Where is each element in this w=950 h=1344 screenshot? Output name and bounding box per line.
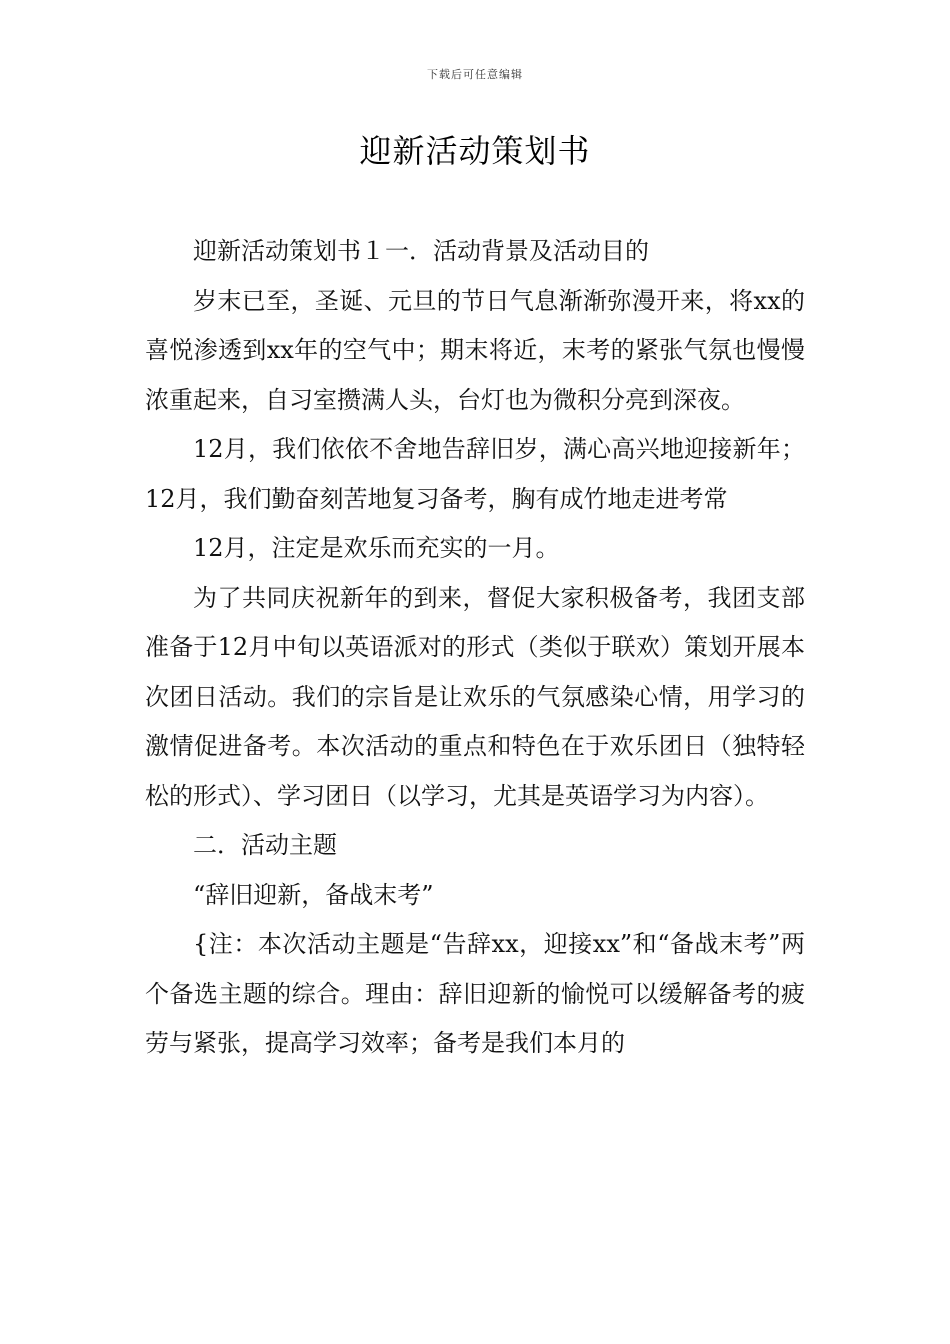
paragraph-purpose: 为了共同庆祝新年的到来，督促大家积极备考，我团支部准备于12月中旬以英语派对的形式（类似于联欢）策划开展本次团日活动。我们的宗旨是让欢乐的气氛感染心情，用学习的激情促进备考。本次活动的重点和特色在于欢乐团日（独特轻松的形式）、学习团日（以学习，尤其是英语学习为内容）。 <box>145 583 805 810</box>
paragraph-note: {注：本次活动主题是“告辞xx，迎接xx”和“备战末考”两个备选主题的综合。理由：辞旧迎新的愉悦可以缓解备考的疲劳与紧张，提高学习效率；备考是我们本月的 <box>145 930 805 1057</box>
paragraph-heading-1: 迎新活动策划书１一．活动背景及活动目的 <box>193 237 649 265</box>
paragraph-theme: “辞旧迎新，备战末考” <box>193 880 434 909</box>
document-body <box>145 227 805 1069</box>
paragraph-december-2: 12月，注定是欢乐而充实的一月。 <box>193 534 560 562</box>
document-title: 迎新活动策划书 <box>359 132 591 170</box>
paragraph-background: 岁末已至，圣诞、元旦的节日气息渐渐弥漫开来，将xx的喜悦渗透到xx年的空气中；期末将近，末考的紧张气氛也慢慢浓重起来，自习室攒满人头，台灯也为微积分亮到深夜。 <box>145 286 805 414</box>
paragraph-december-1: 12月，我们依依不舍地告辞旧岁，满心高兴地迎接新年；12月，我们勤奋刻苦地复习备考，胸有成竹地走进考常 <box>145 435 805 513</box>
paragraph-heading-2: 二．活动主题 <box>193 831 337 859</box>
header-note: 下载后可任意编辑 <box>427 68 523 81</box>
